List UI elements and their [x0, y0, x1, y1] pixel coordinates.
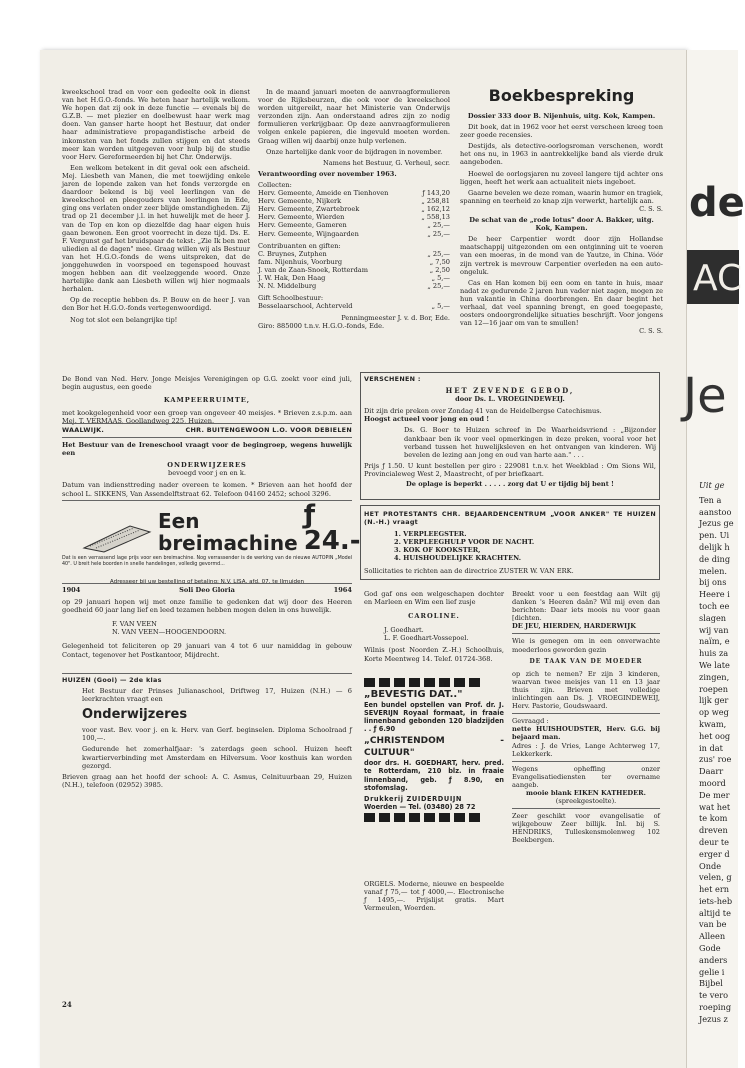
adjacent-text-line: zus' roe: [699, 754, 732, 765]
adjacent-text-line: kwam,: [699, 718, 727, 729]
account-row: [258, 250, 450, 258]
adjacent-text-line: lijk ger: [699, 695, 729, 706]
account-value: „ 5,—: [431, 273, 450, 282]
ad-text: Prijs ƒ 1.50. U kunt bestellen per giro : 229081 t.n.v. het Weekblad : Om Sions Wil, Provincialeweg West 2, Maastrecht, of per briefkaart.: [364, 461, 656, 478]
accounts-list: [258, 250, 450, 290]
ad-text: op 29 januari hopen wij met onze familie te gedenken dat wij door des Heeren goedheid 60 jaar lang lief en leed tezamen hebben mogen delen in ons huwelijk.: [62, 598, 352, 615]
ad-text: De Bond van Ned. Herv. Jonge Meisjes Verenigingen op G.G. zoekt voor eind juli, begin augustus, een goede: [62, 375, 352, 392]
adjacent-masthead-text: de: [689, 180, 745, 226]
adjacent-text-line: aanstoo: [699, 506, 732, 517]
baby-name: CAROLINE.: [408, 612, 460, 621]
adjacent-text-line: het oog: [699, 730, 731, 741]
ad-heading: DE TAAK VAN DE MOEDER: [529, 657, 643, 665]
adjacent-text-line: de ding: [699, 553, 731, 564]
ad-text: Brieven graag aan het hoofd der school: A. C. Asmus, Celnituurbaan 29, Huizen (N.H.), telefoon (02952) 3985.: [62, 772, 352, 789]
adjacent-text-line: altijd te: [699, 907, 731, 918]
treasurer: Penningmeester J. v. d. Bor, Ede.: [341, 314, 450, 323]
article-paragraph: Op de receptie hebben ds. P. Bouw en de heer J. van den Bor het H.G.O.-fonds vertegenwoordigd.: [62, 296, 250, 313]
account-value: „ 25,—: [427, 282, 450, 291]
adjacent-text-line: De mer: [699, 789, 730, 800]
black-bar-pattern: [364, 813, 504, 822]
account-row: [258, 258, 450, 266]
ad-text: Gedurende het zomerhalfjaar: 's zaterdags geen school. Huizen heeft kwartierverbinding met Amsterdam en Hilversum. Voor kosthuis kan worden gezorgd.: [82, 745, 352, 770]
account-row: [258, 221, 450, 229]
adjacent-text-line: roepen: [699, 683, 729, 694]
orgels-ad: [364, 880, 504, 912]
adjacent-text-line: dreven: [699, 825, 728, 836]
ad-label: Gevraagd :: [512, 717, 549, 726]
ad-text: Sollicitaties te richten aan de directrice ZUSTER W. VAN ERK.: [364, 566, 574, 575]
adjacent-page-edge: [683, 50, 745, 1068]
ad-name: F. VAN VEEN: [112, 620, 157, 629]
account-label: fam. Nijenhuis, Voorburg: [258, 257, 343, 266]
ad-heading: ONDERWIJZERES: [167, 461, 247, 470]
review-paragraph: Hoewel de oorlogsjaren nu zoveel langere tijd achter ons liggen, heeft het werk aan actualiteit niets ingeboet.: [460, 169, 663, 186]
giro-line: Giro: 885000 t.n.v. H.G.O.-fonds, Ede.: [258, 322, 385, 331]
ad-text: Wie is genegen om in een onverwachte moederloos geworden gezin: [512, 637, 660, 654]
account-label: Herv. Gemeente, Wijngaarden: [258, 229, 359, 238]
adjacent-text-line: anders: [699, 954, 728, 965]
breimachine-ad: [62, 500, 361, 586]
book-title: HET ZEVENDE GEBOD,: [445, 386, 575, 396]
column-2-article: [258, 88, 450, 331]
account-row: [258, 282, 450, 290]
book-title: „BEVESTIG DAT..": [364, 689, 463, 700]
ad-text: Het Bestuur der Prinses Julianaschool, Driftweg 17, Huizen (N.H.) — 6 leerkrachten vraagt een: [82, 687, 352, 704]
ad-address: Adres : J. de Vries, Lange Achterweg 17, Lekkerkerk.: [512, 741, 660, 758]
review-paragraph: Gaarne bevelen we deze roman, waarin humor en tragiek, spanning en teerheid zo knap zijn verwerkt, hartelijk aan.: [460, 188, 663, 205]
ad-text: door drs. H. GOEDHART, herv. pred. te Rotterdam, 210 blz. in fraaie linnenband, geb. ƒ 8.90, en stofomslag.: [364, 759, 504, 792]
ad-heading: Onderwijzeres: [82, 707, 188, 723]
adjacent-text-line: Gode: [699, 943, 721, 954]
account-value: „ 7,50: [429, 257, 450, 266]
adjacent-text-line: van be: [699, 919, 727, 930]
adjacent-text-line: Jezus z: [699, 1013, 728, 1024]
ad-heading: HET PROTESTANTS CHR. BEJAARDENCENTRUM „VOOR ANKER" TE HUIZEN (N.-H.) vraagt: [364, 510, 656, 527]
ad-text: Wegens opheffing onzer Evangelisatiediensten ter overname aangeb.: [512, 764, 660, 789]
account-label: Besselaarschool, Achterveld: [258, 302, 353, 311]
adjacent-text-line: pen. Ui: [699, 530, 730, 541]
anker-ad: [364, 510, 656, 575]
adjacent-text-line: Heere i: [699, 589, 730, 600]
adjacent-text-line: Bijbel: [699, 978, 723, 989]
adjacent-text-line: deur te: [699, 836, 730, 847]
account-value: „ 25,—: [427, 249, 450, 258]
adjacent-text-line: zingen,: [699, 671, 730, 682]
ad-subheading: bevoegd voor j en en k.: [168, 469, 246, 478]
adjacent-text-line: gelie i: [699, 966, 725, 977]
account-row: [258, 213, 450, 221]
review-signature: C. S. S.: [639, 327, 663, 336]
adjacent-text-line: Jezus ge: [699, 518, 734, 529]
adjacent-text-line: wij van: [699, 624, 729, 635]
review-signature: C. S. S.: [639, 204, 663, 213]
accounts-list: [258, 189, 450, 238]
year-start: 1904: [62, 586, 81, 594]
account-label: Herv. Gemeente, Nijkerk: [258, 197, 342, 206]
adjacent-text-line: melen.: [699, 565, 727, 576]
accounts-subheading: Contribuanten en giften:: [258, 241, 341, 250]
huizen-school-ad: [62, 676, 352, 789]
ad-name: N. VAN VEEN—HOOGENDOORN.: [112, 628, 227, 637]
account-label: Herv. Gemeente, Zwartebroek: [258, 205, 360, 214]
review-heading: Dossier 333 door B. Nijenhuis, uitg. Kok, Kampen.: [467, 112, 656, 120]
year-end: 1964: [333, 586, 352, 594]
vacancy-item: 1. VERPLEEGSTER.: [394, 530, 467, 539]
signature: Namens het Bestuur, G. Verheul, secr.: [322, 158, 450, 167]
adjacent-text-line: erger d: [699, 848, 730, 859]
account-value: „ 25,—: [427, 229, 450, 238]
ad-text: met kookgelegenheid voor een groep van ongeveer 40 meisjes. * Brieven z.s.p.m. aan Mej. T. VERMAAS, Goollandweg 225, Huizen.: [62, 409, 352, 426]
anniversary-ad: [62, 586, 352, 659]
knitting-machine-illustration: [82, 518, 152, 554]
adjacent-text-line: iets-heb: [699, 895, 733, 906]
adjacent-text-line: delijk h: [699, 541, 730, 552]
adjacent-text-line: velen, g: [699, 872, 732, 883]
adjacent-text-line: op weg: [699, 707, 729, 718]
account-value: „ 258,81: [421, 197, 450, 206]
ad-text: Dat is een verrassend lage prijs voor een breimachine. Nog verrassender is de werking van de nieuwe AUTOPIN „Model 40". U breit hele boorden in snelle handelingen, volledig gevormd...: [62, 556, 352, 567]
adjacent-banner: [687, 250, 743, 304]
account-row: [258, 197, 450, 205]
review-paragraph: De heer Carpentier wordt door zijn Hollandse maatschappij uitgezonden om een ontginning uit te voeren van een moeras, in de mond van de Yautze, in China. Vóór zijn vertrek is mevrouw Carpentier overleden na een auto-ongeluk.: [460, 235, 663, 276]
ad-text: Het Bestuur van de Ireneschool vraagt voor de begingroep, wegens huwelijk een: [62, 441, 352, 458]
quote: Ds. G. Boer te Huizen schreef in De Waarheidsvriend : „Bijzonder dankbaar ben ik voor veel opmerkingen in deze preken, vooral voor het verband tussen het huwelijksleven en het ontvangen van kinderen. Wij bevelen de lezing aan jong en oud van harte aan." . . .: [404, 426, 656, 459]
account-row: [258, 274, 450, 282]
ad-place: WAALWIJK.: [62, 426, 105, 434]
ad-place: HUIZEN (Gooi) — 2de klas: [62, 676, 162, 684]
ad-address: Adresseer bij uw bestelling of betaling: N.V. LISA, afd. 07, te IJmuiden: [109, 578, 305, 585]
black-bar-pattern: [364, 678, 504, 687]
article-paragraph: In de maand januari moeten de aanvraagformulieren voor de Rijksbeurzen, die ook voor de kweekschool worden uitgereikt, naar het Ministerie van Onderwijs verzonden zijn. Aan onderstaand adres zijn zo nodig formulieren verkrijgbaar. Op deze aanvraagformulieren volgen enkele papieren, die ingevuld moeten worden. Graag willen wij daarbij onze hulp verlenen.: [258, 88, 450, 145]
parent-name: J. Goedhart.: [384, 626, 424, 635]
adjacent-text-line: We late: [699, 659, 730, 670]
article-paragraph: kweekschool trad en voor een gedeelte ook in dienst van het H.G.O.-fonds. We heten haar hartelijk welkom. We hopen dat zij ook in deze functie — evenals bij de G.Z.B. — met plezier en doelbewust haar werk mag doen. Van ganser harte hoopt het Bestuur, dat onder haar administratieve propagandistische arbeid de inkomsten van het fonds zullen stijgen en dat steeds meer kan worden uitgegeven voor hulp bij de studie voor Herv. Gereformeerden bij het Chr. Onderwijs.: [62, 88, 250, 161]
vacancy-list: [394, 530, 656, 562]
book-author: door Ds. L. VROEGINDEWEIJ.: [455, 395, 565, 404]
publisher-phone: Woerden — Tel. (03480) 28 72: [364, 802, 476, 811]
right-small-ads: [512, 590, 660, 845]
ad-text: Dit zijn drie preken over Zondag 41 van de Heidelbergse Catechismus.: [364, 407, 602, 416]
ad-text: Gelegenheid tot feliciteren op 29 januari van 4 tot 6 uur namiddag in gebouw Contact, tegenover het Postkantoor, Mijdrecht.: [62, 642, 352, 659]
adjacent-text-line: toch ee: [699, 600, 730, 611]
article-paragraph: Nog tot slot een belangrijke tip!: [70, 315, 178, 324]
adjacent-text-line: naïm, e: [699, 636, 730, 647]
account-value: „ 25,—: [427, 221, 450, 230]
adjacent-text-line: slagen: [699, 612, 727, 623]
adjacent-text-line: Alleen: [699, 931, 726, 942]
ad-heading: KAMPEERRUIMTE,: [163, 396, 251, 405]
account-row: [258, 266, 450, 274]
ad-address: DE JEU, HIERDEN, HARDERWIJK: [512, 622, 636, 631]
review-heading: De schat van de „rode lotus" door A. Bakker, uitg. Kok, Kampen.: [469, 216, 654, 233]
account-row: [258, 205, 450, 213]
waalwijk-ad: [62, 426, 352, 498]
ad-subheading: (spreekgestoelte).: [555, 797, 617, 806]
account-value: „ 5,—: [431, 302, 450, 311]
account-label: J. W. Hak, Den Haag: [258, 273, 326, 282]
bevestig-dat-ad: [364, 676, 504, 824]
account-label: N. N. Middelburg: [258, 282, 317, 291]
account-label: C. Bruynes, Zutphen: [258, 249, 327, 258]
review-paragraph: Dit boek, dat in 1962 voor het eerst verscheen kreeg toen zeer goede recensies.: [460, 123, 663, 140]
account-label: Herv. Gemeente, Ameide en Tienhoven: [258, 189, 389, 198]
adjacent-text-line: Uit ge: [699, 480, 725, 490]
vacancy-item: 2. VERPLEEGHULP VOOR DE NACHT.: [394, 538, 535, 547]
ad-poem: Breekt voor u een feestdag aan Wilt gij danken 's Heeren daân? Wil mij even dan berichten: Daar iets moois nu voor gaan [dichten.: [512, 590, 660, 623]
account-label: Herv. Gemeente, Wierden: [258, 213, 345, 222]
account-row: [258, 302, 450, 310]
adjacent-text-lines: [699, 480, 734, 1026]
account-value: „ 558,13: [421, 213, 450, 222]
article-paragraph: Onze hartelijke dank voor de bijdragen in november.: [266, 147, 443, 156]
adjacent-text-line: bij ons: [699, 577, 727, 588]
article-paragraph: Een welkom betekent in dit geval ook een afscheid. Mej. Liesbeth van Manen, die met toewijding enkele jaren de lopende zaken van het fonds verzorgde en daardoor bekend is bij veel leerlingen van de kweekschool en pleegouders van leerlingen in Ede, ging ons verlaten onder zeer blijde omstandigheden. Zij trad op 21 december j.l. in het huwelijk met de heer J. van de Top en kon op diezelfde dag haar eigen huis gaan bewonen. Een groot voorrecht in deze tijd. Ds. E. F. Vergunst gaf het bruidspaar de tekst: „Zie Ik ben met uliedien al de dagen" mee. Graag willen wij als Bestuur van het H.G.O.-fonds de wens uitspreken, dat de jonggehuwden in voorspoed en tegenspoed houvast mogen hebben aan dit veelzeggende woord. Onze hartelijke dank aan Liesbeth willen wij hier nogmaals herhalen.: [62, 163, 250, 294]
ad-text: Hoogst actueel voor jong en oud !: [364, 415, 490, 424]
ad-text: De oplage is beperkt . . . . . zorg dat U er tijdig bij bent !: [406, 480, 614, 489]
account-row: [258, 230, 450, 238]
adjacent-text-line: te vero: [699, 990, 729, 1001]
account-label: Herv. Gemeente, Gameren: [258, 221, 347, 230]
review-paragraph: Destijds, als detective-oorlogsroman verschenen, wordt het ons nu, in 1963 in aantrekkelijke band als vierde druk aangeboden.: [460, 142, 663, 167]
adjacent-text-line: te kom: [699, 813, 728, 824]
vacancy-item: 4. HUISHOUDELIJKE KRACHTEN.: [394, 554, 522, 563]
adjacent-text-line: in dat: [699, 742, 723, 753]
accounts-list: [258, 302, 450, 310]
page-number: 24: [62, 1000, 72, 1009]
parent-name: L. F. Goedhart-Vossepoel.: [384, 634, 469, 643]
breimachine-headline: Een breimachine: [158, 509, 298, 555]
account-value: ƒ 143,20: [422, 189, 450, 198]
account-value: „ 162,12: [421, 205, 450, 214]
adjacent-text-line: Onde: [699, 860, 722, 871]
motto: Soli Deo Gloria: [179, 586, 235, 594]
kampeerruimte-ad: [62, 375, 352, 425]
ad-heading: mooie blank EIKEN KATHEDER.: [526, 788, 646, 797]
adjacent-text-line: het ern: [699, 884, 730, 895]
ad-text: op zich te nemen? Er zijn 3 kinderen, waarvan twee meisjes van 11 en 13 jaar thuis zijn. Brieven met volledige inlichtingen aan Ds. J. VROEGINDEWEIJ, Herv. Pastorie, Goudswaard.: [512, 669, 660, 711]
adjacent-headline: Je: [683, 368, 727, 424]
birth-announcement: [364, 590, 504, 663]
vacancy-item: 3. KOK OF KOOKSTER,: [394, 546, 481, 555]
publisher: Drukkerij ZUIDERDUIJN: [364, 794, 463, 803]
ad-address: Wilnis (post Noorden Z.-H.) Schoolhuis, Korte Meentweg 14. Telef. 01724-368.: [364, 646, 504, 663]
account-row: [258, 189, 450, 197]
adjacent-banner-text: AC: [693, 258, 743, 299]
ad-label: VERSCHENEN :: [364, 375, 421, 383]
review-paragraph: Cas en Han komen bij een oom en tante in huis, maar nadat ze gedurende 2 jaren hun vader niet zagen, mogen ze hun vakantie in China doorbrengen. En daar begint het verhaal, dat veel spanning brengt, en goed toegepaste, oosters ondoorgrondelijke situaties beschrijft. Voor jongens van 12—16 jaar om van te smullen!: [460, 278, 663, 328]
book-title: „CHRISTENDOM - CULTUUR": [364, 736, 504, 759]
ad-text: Een bundel opstellen van Prof. dr. J. SEVERIJN Royaal formaat, in fraaie linnenband gebonden 120 bladzijden . . ƒ 6.90: [364, 701, 504, 734]
breimachine-price: ƒ 24.-: [303, 500, 361, 556]
ad-text: voor vast. Bev. voor j. en k. Herv. van Gerf. beginselen. Diploma Schoolraad ƒ 100,—.: [82, 726, 352, 743]
ad-school: CHR. BUITENGEWOON L.O. VOOR DEBIELEN: [185, 426, 352, 434]
accounts-subheading: Collecten:: [258, 180, 292, 189]
adjacent-text-line: huis za: [699, 648, 729, 659]
book-review-title: Boekbespreking: [488, 86, 635, 105]
ad-text: God gaf ons een welgeschapen dochter en Marleen en Wim een lief zusje: [364, 590, 504, 607]
ad-text: ORGELS. Moderne, nieuwe en bespeelde vanaf ƒ 75,— tot ƒ 4000,—. Electronische ƒ 1495,—. Prijslijst gratis. Mart Vermeulen, Woerden.: [364, 880, 504, 913]
verschenen-ad: [364, 375, 656, 488]
column-1-article: [62, 88, 250, 327]
accounts-subheading: Gift Schoolbestuur:: [258, 294, 324, 303]
adjacent-text-line: roeping: [699, 1002, 732, 1013]
ad-text: Zeer geschikt voor evangelisatie of wijkgebouw Zeer billijk. Inl. bij S. HENDRIKS, Tulleskensmolenweg 102 Beekbergen.: [512, 812, 660, 845]
ad-text: Datum van indiensttreding nader overeen te komen. * Brieven aan het hoofd der school L. SIKKENS, Van Assendelftstraat 62. Telefoon 04160 2452; school 3296.: [62, 481, 352, 498]
adjacent-text-line: Ten a: [699, 494, 722, 505]
accounts-heading: Verantwoording over november 1963.: [258, 169, 397, 178]
account-value: „ 2,50: [429, 265, 450, 274]
ad-heading: nette HUISHOUDSTER, Herv. G.G. bij bejaard man.: [512, 725, 660, 742]
adjacent-text-line: Daarr: [699, 766, 724, 777]
adjacent-text-line: moord: [699, 777, 726, 788]
book-review-column: [460, 86, 663, 338]
adjacent-text-line: wat het: [699, 801, 731, 812]
account-label: J. van de Zaan-Snoek, Rotterdam: [258, 265, 368, 274]
